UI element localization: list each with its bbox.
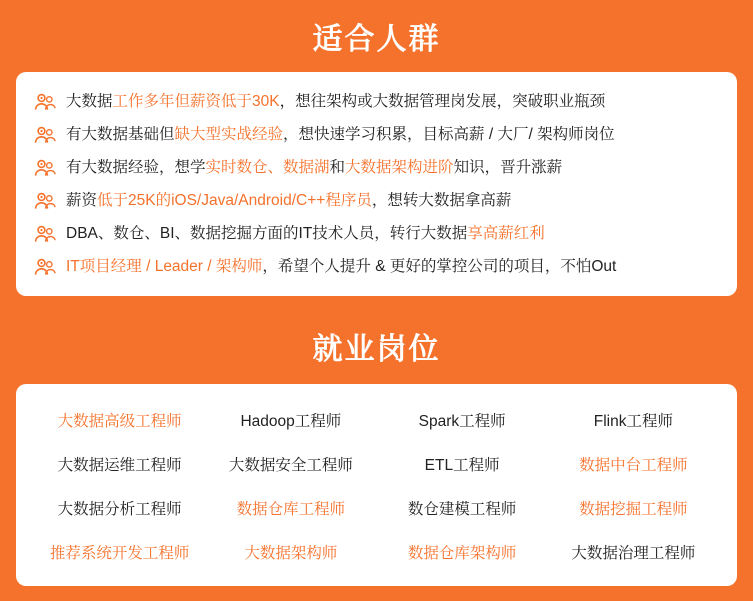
audience-item [34, 185, 719, 218]
audience-highlight-text: 工作多年但薪资低于30K [112, 93, 280, 111]
audience-item [34, 152, 719, 185]
audience-item [34, 86, 719, 119]
audience-highlight-text: 享高薪红利 [467, 225, 545, 243]
job-item: 大数据高级工程师 [57, 413, 182, 430]
job-item: 大数据治理工程师 [571, 545, 696, 562]
job-item: 数据中台工程师 [579, 457, 688, 474]
audience-highlight-text: 大数据架构进阶 [345, 159, 454, 177]
user-group-icon [34, 257, 56, 279]
audience-plain-text: 薪资 [66, 192, 98, 210]
audience-plain-text: 有大数据基础但 [66, 126, 175, 144]
user-group-icon [34, 92, 56, 114]
audience-plain-text: ，希望个人提升 & 更好的掌控公司的项目，不怕Out [262, 258, 617, 276]
audience-plain-text: ，想转大数据拿高薪 [371, 192, 512, 210]
audience-item-label [66, 191, 511, 211]
audience-plain-text: 有大数据经验，想学 [66, 159, 206, 177]
audience-plain-text: ，想往架构或大数据管理岗发展，突破职业瓶颈 [279, 93, 606, 111]
job-item: 数据仓库架构师 [407, 545, 517, 562]
audience-item-label [66, 158, 562, 178]
user-group-icon [34, 125, 56, 147]
job-item: 大数据架构师 [244, 545, 338, 562]
audience-plain-text: ，想快速学习积累，目标高薪 / 大厂/ 架构师岗位 [283, 126, 615, 144]
audience-list [34, 86, 719, 284]
audience-item-label [66, 257, 616, 277]
audience-plain-text: 大数据 [66, 93, 113, 111]
audience-highlight-text: 实时数仓、数据湖 [205, 159, 330, 177]
job-item: Spark工程师 [418, 413, 506, 430]
audience-item [34, 119, 719, 152]
job-item: 大数据分析工程师 [57, 501, 182, 518]
audience-highlight-text: 缺大型实战经验 [174, 126, 284, 144]
audience-item-label [66, 125, 615, 145]
jobs-card [16, 384, 737, 586]
job-item: Hadoop工程师 [240, 413, 342, 430]
job-item: 数据挖掘工程师 [579, 501, 688, 518]
audience-plain-text: 知识，晋升涨薪 [453, 159, 563, 177]
user-group-icon [34, 224, 56, 246]
job-item: 推荐系统开发工程师 [49, 545, 190, 562]
job-item: 大数据运维工程师 [57, 457, 182, 474]
jobs-section-title: 就业岗位 [312, 333, 441, 366]
job-item: 大数据安全工程师 [228, 457, 353, 474]
user-group-icon [34, 158, 56, 180]
audience-item-label [66, 92, 605, 112]
audience-plain-text: DBA、数仓、BI、数据挖掘方面的IT技术人员，转行大数据 [66, 225, 468, 243]
audience-item-label [66, 224, 545, 244]
job-item: 数据仓库工程师 [236, 501, 346, 518]
audience-plain-text: 和 [329, 159, 346, 177]
audience-item [34, 251, 719, 284]
audience-section-title: 适合人群 [312, 23, 441, 56]
job-item: ETL工程师 [424, 457, 500, 474]
jobs-grid [34, 398, 719, 574]
audience-highlight-text: IT项目经理 / Leader / 架构师 [66, 258, 263, 276]
audience-item [34, 218, 719, 251]
audience-card [16, 72, 737, 296]
job-item: 数仓建模工程师 [407, 501, 517, 518]
audience-highlight-text: 低于25K的iOS/Java/Android/C++程序员 [97, 192, 372, 210]
user-group-icon [34, 191, 56, 213]
job-item: Flink工程师 [593, 413, 673, 430]
